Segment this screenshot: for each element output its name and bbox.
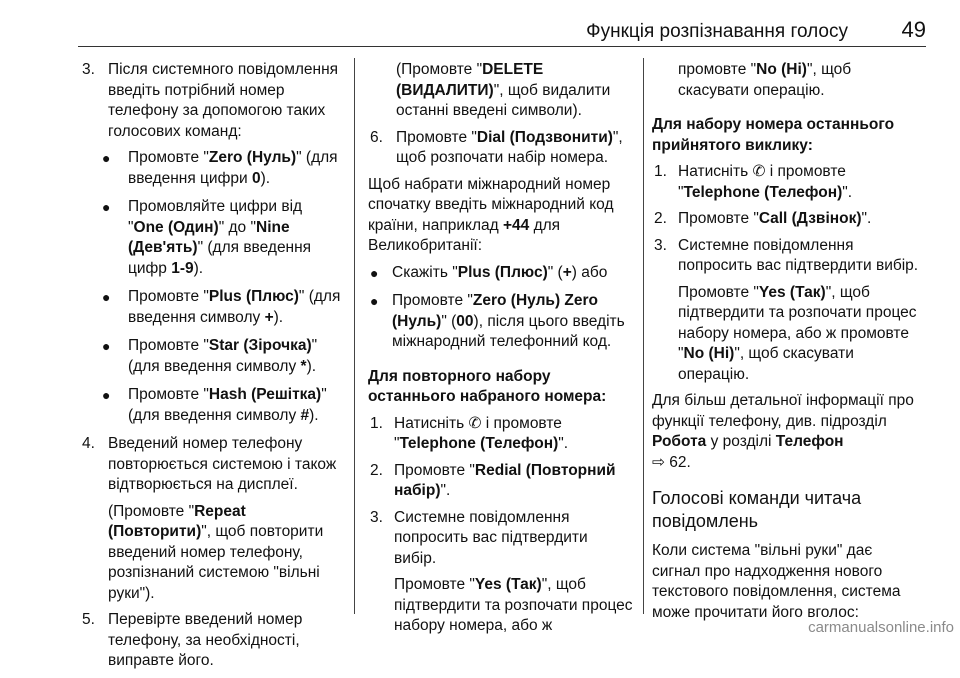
reference-link[interactable]: Телефон <box>775 433 844 450</box>
list-item <box>368 414 633 455</box>
list-text <box>678 209 924 230</box>
text: Промовте " <box>128 337 209 354</box>
text: Натисніть <box>678 163 753 180</box>
symbol-text: * <box>300 357 307 375</box>
page-title: Функція розпізнавання голосу <box>586 21 848 42</box>
list-number: 6. <box>370 128 383 146</box>
list-subtext <box>108 502 342 605</box>
text: ", щоб повторити введений номер телефону, розпізнаний системою "вільні руки"). <box>108 523 324 602</box>
symbol-text: 0 <box>251 169 261 187</box>
list-item <box>368 461 633 502</box>
bullet-icon: ● <box>102 338 111 354</box>
text: ", щоб підтвердити та розпочати процес набору номера, або ж <box>394 576 633 634</box>
list-number: 2. <box>654 210 667 227</box>
list-item <box>652 236 924 386</box>
paragraph: Коли система "вільні руки" дає сигнал про надходження нового текстового повідомлення, система може прочитати його вголос: <box>652 542 901 621</box>
section-title: Голосові команди читача повідомлень <box>652 488 862 531</box>
text: ) або <box>571 263 608 281</box>
list-number: 1. <box>654 163 667 180</box>
text: промовте " <box>678 61 757 78</box>
watermark: carmanualsonline.info <box>808 618 954 636</box>
list-text: Введений номер телефону повторюється системою і також відтворюється на дисплеї. <box>108 435 337 493</box>
text: " ( <box>441 312 457 330</box>
text: ". <box>440 482 451 499</box>
list-text: Системне повідомлення попросить вас підтвердити вибір. <box>394 508 588 567</box>
list-text: Системне повідомлення попросить вас підтвердити вибір. <box>678 236 919 274</box>
text: Промовте " <box>678 210 759 227</box>
list-number: 3. <box>370 508 383 526</box>
list-item-continued <box>652 60 924 101</box>
command-text: Zero (Нуль) Zero (Нуль) <box>392 292 599 330</box>
text: Промовте " <box>128 149 209 166</box>
text: ). <box>273 308 284 326</box>
text: " (для введення символу <box>128 288 341 326</box>
command-text: Repeat (Повторити) <box>108 502 246 540</box>
text: Натисніть <box>394 414 469 432</box>
text: ". <box>558 435 569 452</box>
list-item-continued <box>368 60 633 122</box>
list-subtext <box>678 60 924 101</box>
column-1 <box>80 60 342 678</box>
text: ). <box>309 406 319 424</box>
list-item <box>652 162 924 203</box>
text: (Промовте " <box>396 61 483 78</box>
text: ). <box>260 169 271 187</box>
paragraph <box>652 391 924 473</box>
bullet-item <box>80 336 342 377</box>
text: Промовте " <box>396 128 477 146</box>
list-number: 2. <box>370 461 383 479</box>
symbol-text: 1-9 <box>171 259 194 277</box>
text: ". <box>861 210 872 227</box>
list-item <box>80 60 342 142</box>
text: ". <box>842 183 853 201</box>
section-heading: Для повторного набору останнього набраного номера: <box>368 367 607 405</box>
list-number: 1. <box>370 414 383 432</box>
command-text: Dial (Подзвонити) <box>476 128 613 146</box>
column-2 <box>368 60 633 643</box>
command-text: Star (Зірочка) <box>208 337 312 354</box>
column-divider <box>643 58 644 614</box>
text: у розділі <box>706 433 776 450</box>
list-text <box>678 162 924 203</box>
text: ", щоб скасувати операцію. <box>678 61 852 99</box>
text: Промовте " <box>128 288 209 305</box>
text: ", щоб розпочати набір номера. <box>396 128 623 166</box>
text: Промовте " <box>394 576 475 593</box>
list-number: 4. <box>82 435 95 452</box>
phone-icon: ✆ <box>752 163 766 180</box>
command-text: Nine (Дев'ять) <box>128 218 290 256</box>
text: ), після цього введіть міжнародний телефонний код. <box>392 312 625 350</box>
code-text: +44 <box>502 216 530 234</box>
bullet-icon: ● <box>370 293 379 309</box>
command-text: Hash (Решітка) <box>208 386 322 403</box>
text: " до " <box>218 218 256 236</box>
text: ). <box>306 357 317 375</box>
phone-icon: ✆ <box>468 414 482 432</box>
bullet-item <box>368 263 633 284</box>
text: ). <box>193 259 204 277</box>
bullet-item <box>80 385 342 426</box>
text: Щоб набрати міжнародний номер спочатку введіть міжнародний код країни, наприклад <box>368 175 614 234</box>
list-text <box>394 461 633 502</box>
list-item <box>368 508 633 637</box>
text: і промовте " <box>394 414 562 452</box>
bullet-icon: ● <box>102 387 111 403</box>
list-number: 3. <box>654 236 667 254</box>
list-text <box>394 414 633 455</box>
list-text <box>396 128 633 169</box>
list-subtext <box>678 283 924 386</box>
column-divider <box>354 58 355 614</box>
text: Промовте " <box>394 461 475 479</box>
bullet-item <box>80 148 342 189</box>
page-reference-link[interactable]: ⇨ 62. <box>652 453 691 471</box>
text: для Великобританії: <box>368 216 561 254</box>
bullet-item <box>368 291 633 353</box>
command-text: No (Ні) <box>683 345 735 362</box>
bullet-item <box>80 287 342 328</box>
reference-link[interactable]: Робота <box>652 433 707 450</box>
command-text: Redial (Повторний набір) <box>394 461 616 499</box>
text: (Промовте " <box>108 502 195 520</box>
text: Промовте " <box>678 283 759 301</box>
bullet-item <box>80 197 342 279</box>
list-subtext <box>394 575 633 637</box>
section-heading: Для набору номера останнього прийнятого виклику: <box>652 116 895 154</box>
command-text: Yes (Так) <box>474 576 542 593</box>
bullet-icon: ● <box>370 264 379 281</box>
text: Промовте " <box>128 386 209 403</box>
text: ", щоб підтвердити та розпочати процес набору номера, або ж промовте " <box>678 283 917 362</box>
text: Для більш детальної інформації про функції телефону, див. підрозділ <box>652 392 914 430</box>
command-text: Yes (Так) <box>758 283 826 301</box>
text: ", щоб видалити останні введені символи). <box>396 81 611 119</box>
page-number: 49 <box>901 17 926 42</box>
command-text: DELETE (ВИДАЛИТИ) <box>396 61 544 99</box>
command-text: Plus (Плюс) <box>208 288 299 305</box>
list-number: 3. <box>82 61 95 78</box>
bullet-icon: ● <box>102 199 111 215</box>
list-item <box>80 434 342 604</box>
text: Скажіть " <box>392 263 458 281</box>
symbol-text: 00 <box>456 312 474 330</box>
text: " (для введення цифри <box>128 149 338 187</box>
text: " (для введення символу <box>128 386 327 424</box>
text: ", щоб скасувати операцію. <box>678 345 854 383</box>
command-text: Telephone (Телефон) <box>683 183 843 201</box>
command-text: Zero (Нуль) <box>208 149 297 166</box>
list-item <box>652 209 924 230</box>
bullet-icon: ● <box>102 289 111 305</box>
list-text: Після системного повідомлення введіть потрібний номер телефону за допомогою таких голосових команд: <box>108 61 339 140</box>
text: і промовте " <box>678 163 846 201</box>
list-number: 5. <box>82 611 95 628</box>
symbol-text: # <box>300 406 310 424</box>
text: Промовляйте цифри від " <box>128 198 303 236</box>
command-text: No (Ні) <box>756 61 807 78</box>
text: " (для введення символу <box>128 337 318 375</box>
text: Промовте " <box>392 292 473 309</box>
text: " (для введення цифр <box>128 239 312 277</box>
symbol-text: + <box>562 263 572 281</box>
list-item <box>368 128 633 169</box>
paragraph <box>368 175 633 257</box>
symbol-text: + <box>264 308 274 326</box>
command-text: One (Один) <box>133 218 219 236</box>
command-text: Call (Дзвінок) <box>758 210 862 227</box>
bullet-icon: ● <box>102 150 111 166</box>
command-text: Telephone (Телефон) <box>399 435 559 452</box>
column-3 <box>652 60 924 629</box>
list-subtext <box>396 60 633 122</box>
command-text: Plus (Плюс) <box>457 263 548 281</box>
list-item <box>80 610 342 672</box>
page-header <box>78 8 926 47</box>
text: " ( <box>547 263 563 281</box>
list-text: Перевірте введений номер телефону, за необхідності, виправте його. <box>108 611 303 669</box>
